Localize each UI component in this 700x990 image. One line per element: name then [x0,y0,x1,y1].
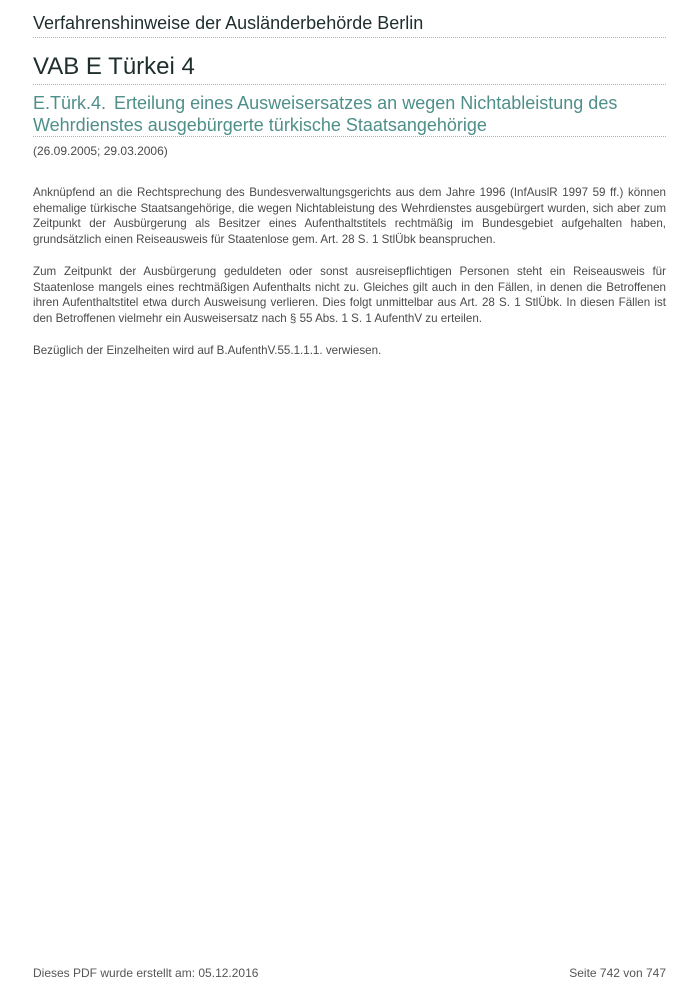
section-divider [33,136,666,137]
header-divider [33,37,666,38]
footer-page-number: Seite 742 von 747 [569,966,666,980]
document-page [33,0,666,990]
running-header: Verfahrenshinweise der Ausländerbehörde Berlin [33,13,424,33]
section-title: Erteilung eines Ausweisersatzes an wegen Nichtableistung des Wehrdienstes ausgebürgerte türkische Staatsangehörige [33,93,618,135]
paragraph: Anknüpfend an die Rechtsprechung des Bundesverwaltungsgerichts aus dem Jahre 1996 (InfAuslR 1997 59 ff.) können ehemalige türkische Staatsangehörige, die wegen Nichtableistung des Wehrdienstes ausgebürgert wurden, sich aber zum Zeitpunkt der Ausbürgerung als Besitzer eines Aufenthaltstitels rechtmäßig im Bundesgebiet aufgehalten haben, grundsätzlich einen Reiseausweis für Staatenlose gem. Art. 28 S. 1 StlÜbk beanspruchen. [33,186,666,247]
title-divider [33,84,666,85]
paragraph: Bezüglich der Einzelheiten wird auf B.AufenthV.55.1.1.1. verwiesen. [33,343,382,357]
document-title: VAB E Türkei 4 [33,53,195,80]
section-number: E.Türk.4. [33,93,107,113]
revision-dates: (26.09.2005; 29.03.2006) [33,144,168,158]
paragraph: Zum Zeitpunkt der Ausbürgerung geduldeten oder sonst ausreisepflichtigen Personen steht ein Reiseausweis für Staatenlose mangels eines rechtmäßigen Aufenthalts nicht zu. Gleiches gilt auch in den Fällen, in denen die Betroffenen ihren Aufenthaltstitel etwa durch Ausweisung verlieren. Dies folgt unmittelbar aus Art. 28 S. 1 StlÜbk. In diesen Fällen ist den Betroffenen vielmehr ein Ausweisersatz nach § 55 Abs. 1 S. 1 AufenthV zu erteilen. [33,264,666,325]
body-text [33,185,666,374]
section-heading [33,92,666,136]
footer-created-date: Dieses PDF wurde erstellt am: 05.12.2016 [33,966,259,980]
